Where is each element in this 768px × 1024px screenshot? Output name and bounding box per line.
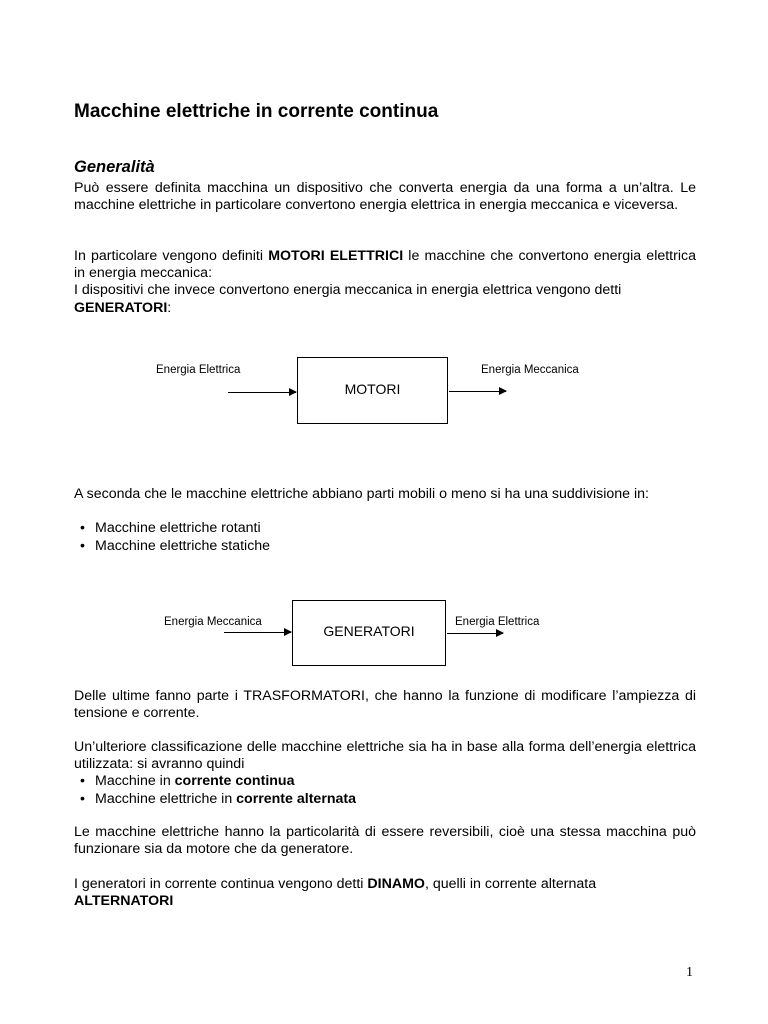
input-arrow bbox=[224, 632, 291, 633]
text-span: , quelli in corrente alternata bbox=[424, 876, 597, 892]
text-span: I generatori in corrente continua vengono detti bbox=[74, 876, 368, 892]
list-item bbox=[74, 773, 694, 791]
diagram-output-label: Energia Elettrica bbox=[455, 616, 540, 628]
list-current-types bbox=[74, 773, 694, 808]
text-span: I dispositivi che invece convertono energia meccanica in energia elettrica vengono detti bbox=[74, 282, 622, 299]
diagram-input-label: Energia Elettrica bbox=[156, 364, 241, 376]
section-heading-generalita: Generalità bbox=[74, 158, 155, 176]
paragraph-classification: Un’ulteriore classificazione delle macchine elettriche sia ha in base alla forma dell’energia elettrica utilizzata: si avranno quindi bbox=[74, 739, 696, 773]
diagram-motori bbox=[0, 355, 768, 445]
document-title: Macchine elettriche in corrente continua bbox=[74, 101, 439, 122]
paragraph-subdivision: A seconda che le macchine elettriche abbiano parti mobili o meno si ha una suddivisione in: bbox=[74, 486, 649, 502]
text-span: Macchine elettriche in bbox=[95, 790, 237, 807]
motori-box bbox=[297, 357, 448, 424]
paragraph-transformers: Delle ultime fanno parte i TRASFORMATORI, che hanno la funzione di modificare l’ampiezza di tensione e corrente. bbox=[74, 688, 696, 722]
page-number: 1 bbox=[686, 965, 693, 980]
input-arrow bbox=[228, 392, 296, 393]
term-generatori: GENERATORI bbox=[74, 299, 168, 316]
list-item: • Macchine elettriche statiche bbox=[74, 538, 694, 556]
paragraph-reversibility: Le macchine elettriche hanno la particolarità di essere reversibili, cioè una stessa macchina può funzionare sia da motore che da generatore. bbox=[74, 824, 696, 858]
generatori-box-label: GENERATORI bbox=[323, 623, 415, 639]
text-span: : bbox=[167, 299, 172, 316]
diagram-generatori bbox=[0, 598, 768, 688]
text-span: In particolare vengono definiti bbox=[74, 248, 269, 264]
term-corrente-continua: corrente continua bbox=[174, 773, 295, 789]
list-machine-types bbox=[74, 520, 694, 555]
text-span: Macchine in bbox=[95, 773, 175, 789]
generatori-box bbox=[292, 600, 446, 666]
list-item: • Macchine elettriche rotanti bbox=[74, 520, 694, 538]
diagram-output-label: Energia Meccanica bbox=[481, 364, 579, 376]
diagram-input-label: Energia Meccanica bbox=[164, 616, 262, 628]
term-alternatori: ALTERNATORI bbox=[74, 893, 174, 910]
text-span: le macchine che convertono energia elettrica in energia meccanica: bbox=[74, 248, 696, 282]
paragraph-definition: Può essere definita macchina un dispositivo che converta energia da una forma a un’altra. Le macchine elettriche in particolare convertono energia elettrica in energia meccanica e viceversa. bbox=[74, 180, 696, 214]
output-arrow bbox=[447, 633, 503, 634]
paragraph-dinamo-alternatori bbox=[74, 876, 696, 910]
list-item bbox=[74, 791, 694, 809]
term-dinamo: DINAMO bbox=[367, 876, 425, 892]
output-arrow bbox=[449, 391, 506, 392]
term-corrente-alternata: corrente alternata bbox=[236, 790, 357, 807]
term-motori-elettrici: MOTORI ELETTRICI bbox=[268, 248, 404, 264]
motori-box-label: MOTORI bbox=[344, 381, 401, 397]
paragraph-motors-generators bbox=[74, 248, 696, 317]
